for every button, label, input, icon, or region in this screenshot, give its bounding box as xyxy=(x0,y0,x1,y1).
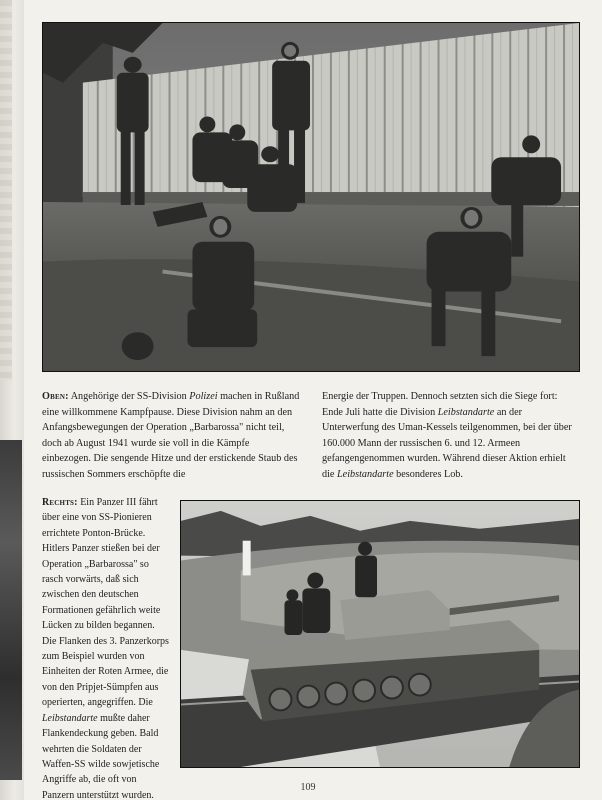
top-caption-col1: Oben: Angehörige der SS-Division Polizei machen in Rußland eine willkommene Kampfpause. Diese Division nahm an den Anfangsbewegungen der Operation „Barbarossa" nicht teil, doch ab August 1941 wurde sie voll in die Kämpfe einbezogen. Die sengende Hitze und der erstickende Staub des russischen Sommers erschöpfte die xyxy=(42,391,300,480)
side-caption-lead: Rechts: xyxy=(42,497,78,508)
page-number: 109 xyxy=(300,782,316,793)
top-caption xyxy=(42,389,580,483)
soldiers-resting-image xyxy=(43,23,579,371)
photo-soldiers-resting xyxy=(42,22,580,372)
photo-panzer-pontoon-bridge xyxy=(180,500,580,768)
top-caption-lead: Oben: xyxy=(42,391,69,402)
opposite-page-edge xyxy=(0,0,24,800)
top-caption-col2: Energie der Truppen. Dennoch setzten sich die Siege fort: Ende Juli hatte die Division Leibstandarte an der Unterwerfung des Uman-Kessels teilgenommen, bei der über 160.000 Mann der russischen 6. und 12. Armeen gefangengenommen wurden. Während dieser Aktion erhielt die Leibstandarte besonderes Lob. xyxy=(322,391,572,480)
panzer-image xyxy=(181,501,579,767)
side-caption: Rechts: Ein Panzer III fährt über eine von SS-Pionieren errichtete Ponton-Brücke. Hitlers Panzer stießen bei der Operation „Barbarossa" so rasch vorwärts, daß sich zwischen den deutschen Formationen gefährlich weite Lücken zu bilden begannen. Die Flanken des 3. Panzerkorps zum Beispiel wurden von Einheiten der Roten Armee, die von den Pripjet-Sümpfen aus operierten, angegriffen. Die Leibstandarte mußte daher Flankendeckung geben. Bald wehrten die Soldaten der Waffen-SS wilde sowjetische Angriffe ab, die oft von Panzern unterstützt wurden. xyxy=(42,497,169,800)
